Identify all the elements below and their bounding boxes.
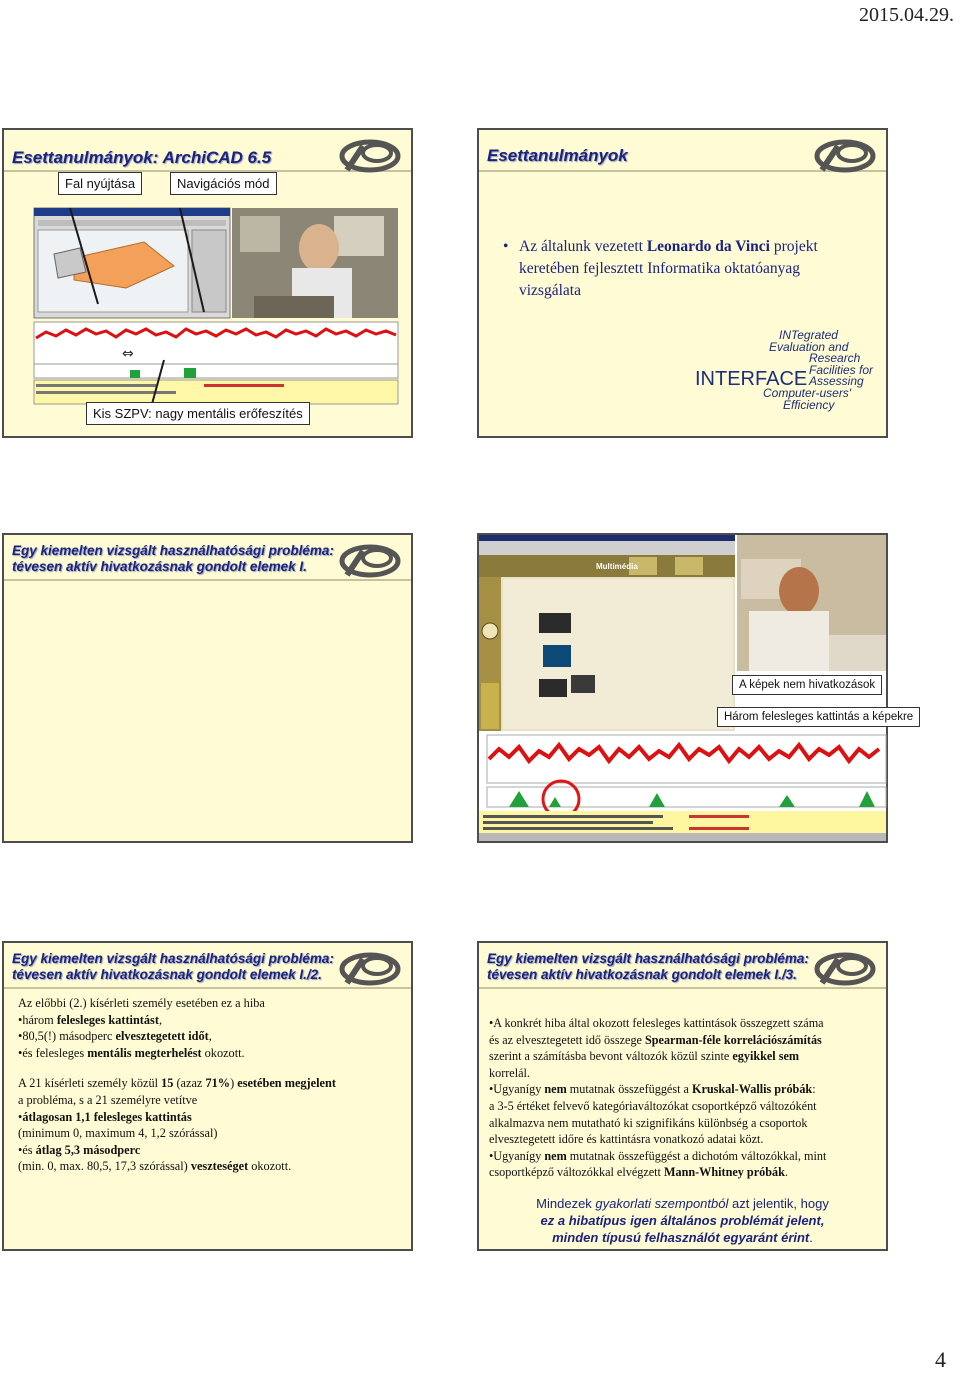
slide-title: Egy kiemelten vizsgált használhatósági probléma: tévesen aktív hivatkozásnak gondolt elemek I.	[12, 543, 334, 574]
acronym-line: INTegrated	[779, 328, 838, 342]
acronym-line: Computer-users'	[763, 385, 852, 400]
slide-body: •A konkrét hiba által okozott felesleges kattintások összegzett száma és az elvesztegetett idő összege Spearman-féle korrelációszámítás szerint a számításba bevont változók közül szinte egyikkel sem korrelál. •Ugyanígy nem mutatnak összefüggést a Kruskal-Wallis próbák: a 3-5 értéket felvevő kategóriaváltozókat csoportképző változóként alkalmazva nem mutatható ki szignifikáns különbség a csoportok elvesztegetett időre és kattintásra vonatkozó adatai közt. •Ugyanígy nem mutatnak összefüggést a dichotóm változókkal, mint csoportképző változókkal elvégzett Mann-Whitney próbák.	[489, 1016, 827, 1180]
acronym-line: Assessing	[809, 374, 864, 389]
callout-images: A képek nem hivatkozások	[732, 675, 882, 695]
university-logo-icon	[337, 136, 403, 176]
university-logo-icon	[812, 136, 878, 176]
university-logo-icon	[812, 949, 878, 989]
case-study-bullet: • Az általunk vezetett Leonardo da Vinci projekt keretében fejlesztett Informatika oktatóanyag vizsgálata	[503, 238, 818, 299]
callout-effort: Kis SZPV: nagy mentális erőfeszítés	[86, 402, 310, 425]
usability-recording-screenshot	[34, 208, 398, 404]
acronym-line: Evaluation and	[769, 339, 849, 354]
slide-problem-3	[477, 941, 888, 1251]
callout-wall: Fal nyújtása	[58, 172, 142, 195]
university-logo-icon	[337, 949, 403, 989]
app-title: Multimédia	[596, 562, 638, 571]
title-part-b: ArchiCAD 6.5	[162, 148, 272, 167]
slide-title: Egy kiemelten vizsgált használhatósági probléma: tévesen aktív hivatkozásnak gondolt elemek I./2.	[12, 951, 334, 982]
callout-clicks: Három felesleges kattintás a képekre	[717, 707, 920, 727]
interface-acronym	[763, 328, 884, 412]
slide-problem-2	[2, 941, 413, 1251]
callout-nav: Navigációs mód	[170, 172, 277, 195]
acronym-line: Research	[809, 351, 861, 366]
slide-multimedia-recording	[477, 533, 914, 843]
slide-problem-1	[2, 533, 413, 843]
page-date: 2015.04.29.	[859, 4, 954, 26]
slide-body: Az előbbi (2.) kísérleti személy esetében ez a hiba •három felesleges kattintást, •80,5(!) másodperc elvesztegetett időt, •és felesleges mentális megterhelést okozott. A 21 kísérleti személy közül 15 (azaz 71%) esetében megjelent a probléma, s a 21 személyre vetítve •átlagosan 1,1 felesleges kattintás (minimum 0, maximum 4, 1,2 szórással) •és átlag 5,3 másodperc (min. 0, max. 80,5, 17,3 szórással) veszteséget okozott.	[18, 996, 336, 1174]
acronym-line: Efficiency	[783, 397, 835, 412]
slide-conclusion: Mindezek gyakorlati szempontból azt jelentik, hogy ez a hibatípus igen általános problémát jelent, minden típusú felhasználót egyaránt érint.	[536, 1196, 829, 1245]
svg-text:⇔: ⇔	[122, 346, 134, 362]
slide-archicad	[2, 128, 413, 438]
slide-title: Esettanulmányok	[487, 146, 628, 165]
slide-case-studies	[477, 128, 888, 438]
interface-wordmark: INTERFACE	[695, 368, 808, 390]
title-part-a: Esettanulmányok:	[12, 148, 159, 167]
university-logo-icon	[337, 541, 403, 581]
acronym-line: Facilities for	[809, 362, 874, 377]
slide-title	[12, 148, 271, 168]
page-number: 4	[935, 1347, 946, 1372]
slide-title: Egy kiemelten vizsgált használhatósági probléma: tévesen aktív hivatkozásnak gondolt elemek I./3.	[487, 951, 809, 982]
